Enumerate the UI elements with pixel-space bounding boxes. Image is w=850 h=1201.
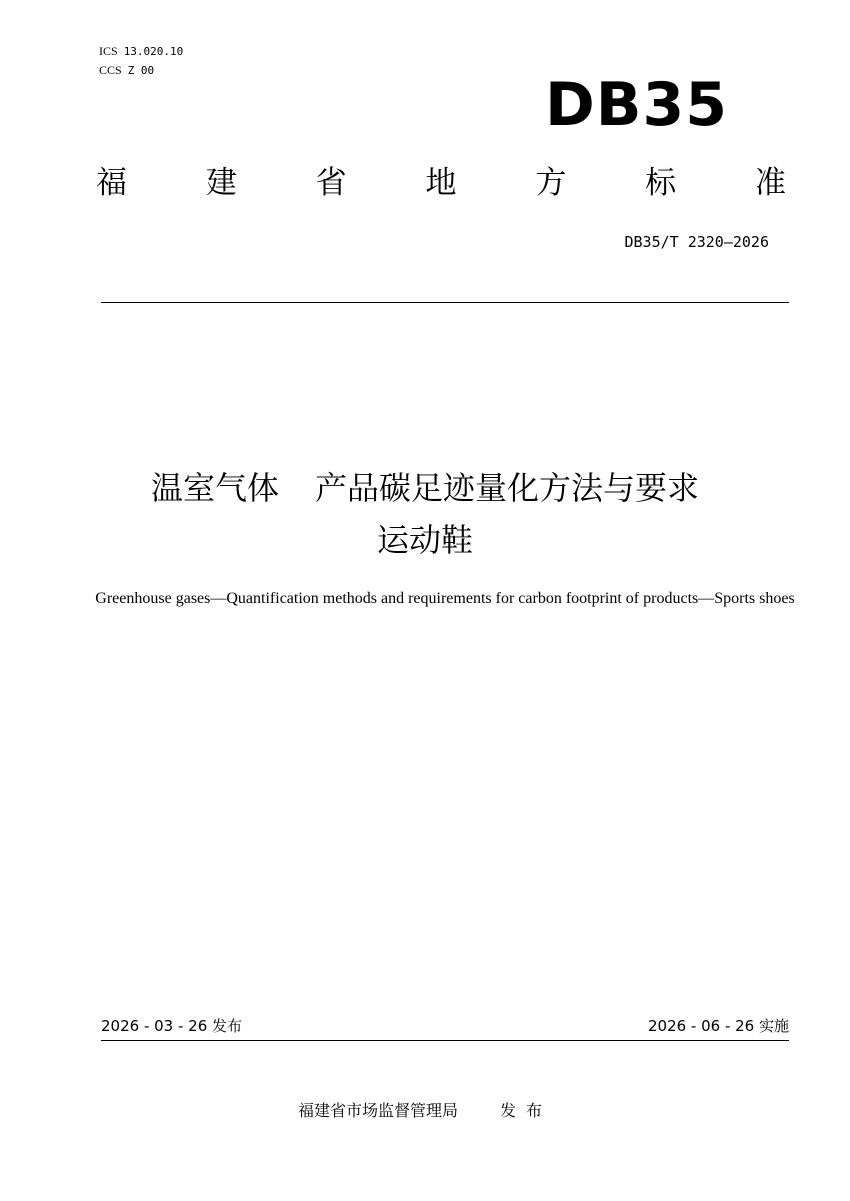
standard-type-char: 方 — [535, 165, 567, 201]
classification-codes — [99, 42, 183, 80]
english-title: Greenhouse gases—Quantification methods and requirements for carbon footprint of products—Sports shoes — [95, 590, 795, 607]
bottom-divider — [101, 1040, 789, 1041]
standard-type-char: 准 — [754, 165, 786, 201]
top-divider — [101, 302, 789, 303]
chinese-title-line-2: 运动鞋 — [376, 521, 473, 559]
db35-logo: DB35 — [545, 70, 729, 140]
chinese-title-line-1 — [0, 462, 850, 514]
standard-type-char: 地 — [425, 165, 457, 201]
issuer-name: 福建省市场监督管理局 — [297, 1101, 458, 1120]
ccs-value: Z 00 — [127, 64, 155, 77]
ics-label: ICS — [99, 44, 118, 58]
standard-type-char: 建 — [205, 165, 237, 201]
issue-date: 2026 - 03 - 26 发布 — [101, 1017, 243, 1035]
ccs-label: CCS — [99, 63, 122, 77]
standard-type-char: 省 — [315, 165, 347, 201]
ics-value: 13.020.10 — [123, 45, 184, 58]
standard-type-char: 标 — [645, 165, 677, 201]
issuer-line — [0, 1100, 850, 1122]
chinese-title-part-1: 温室气体 — [150, 469, 279, 507]
dates-row — [101, 1016, 789, 1036]
ccs-line — [99, 61, 183, 80]
ics-line — [99, 42, 183, 61]
chinese-title-part-2: 产品碳足迹量化方法与要求 — [315, 469, 700, 507]
standard-type-heading — [96, 163, 786, 203]
standard-number: DB35/T 2320—2026 — [624, 233, 769, 251]
standard-type-char: 福 — [96, 165, 127, 201]
implement-date: 2026 - 06 - 26 实施 — [647, 1017, 789, 1035]
publish-label: 发布 — [500, 1101, 553, 1120]
chinese-title — [0, 462, 850, 566]
